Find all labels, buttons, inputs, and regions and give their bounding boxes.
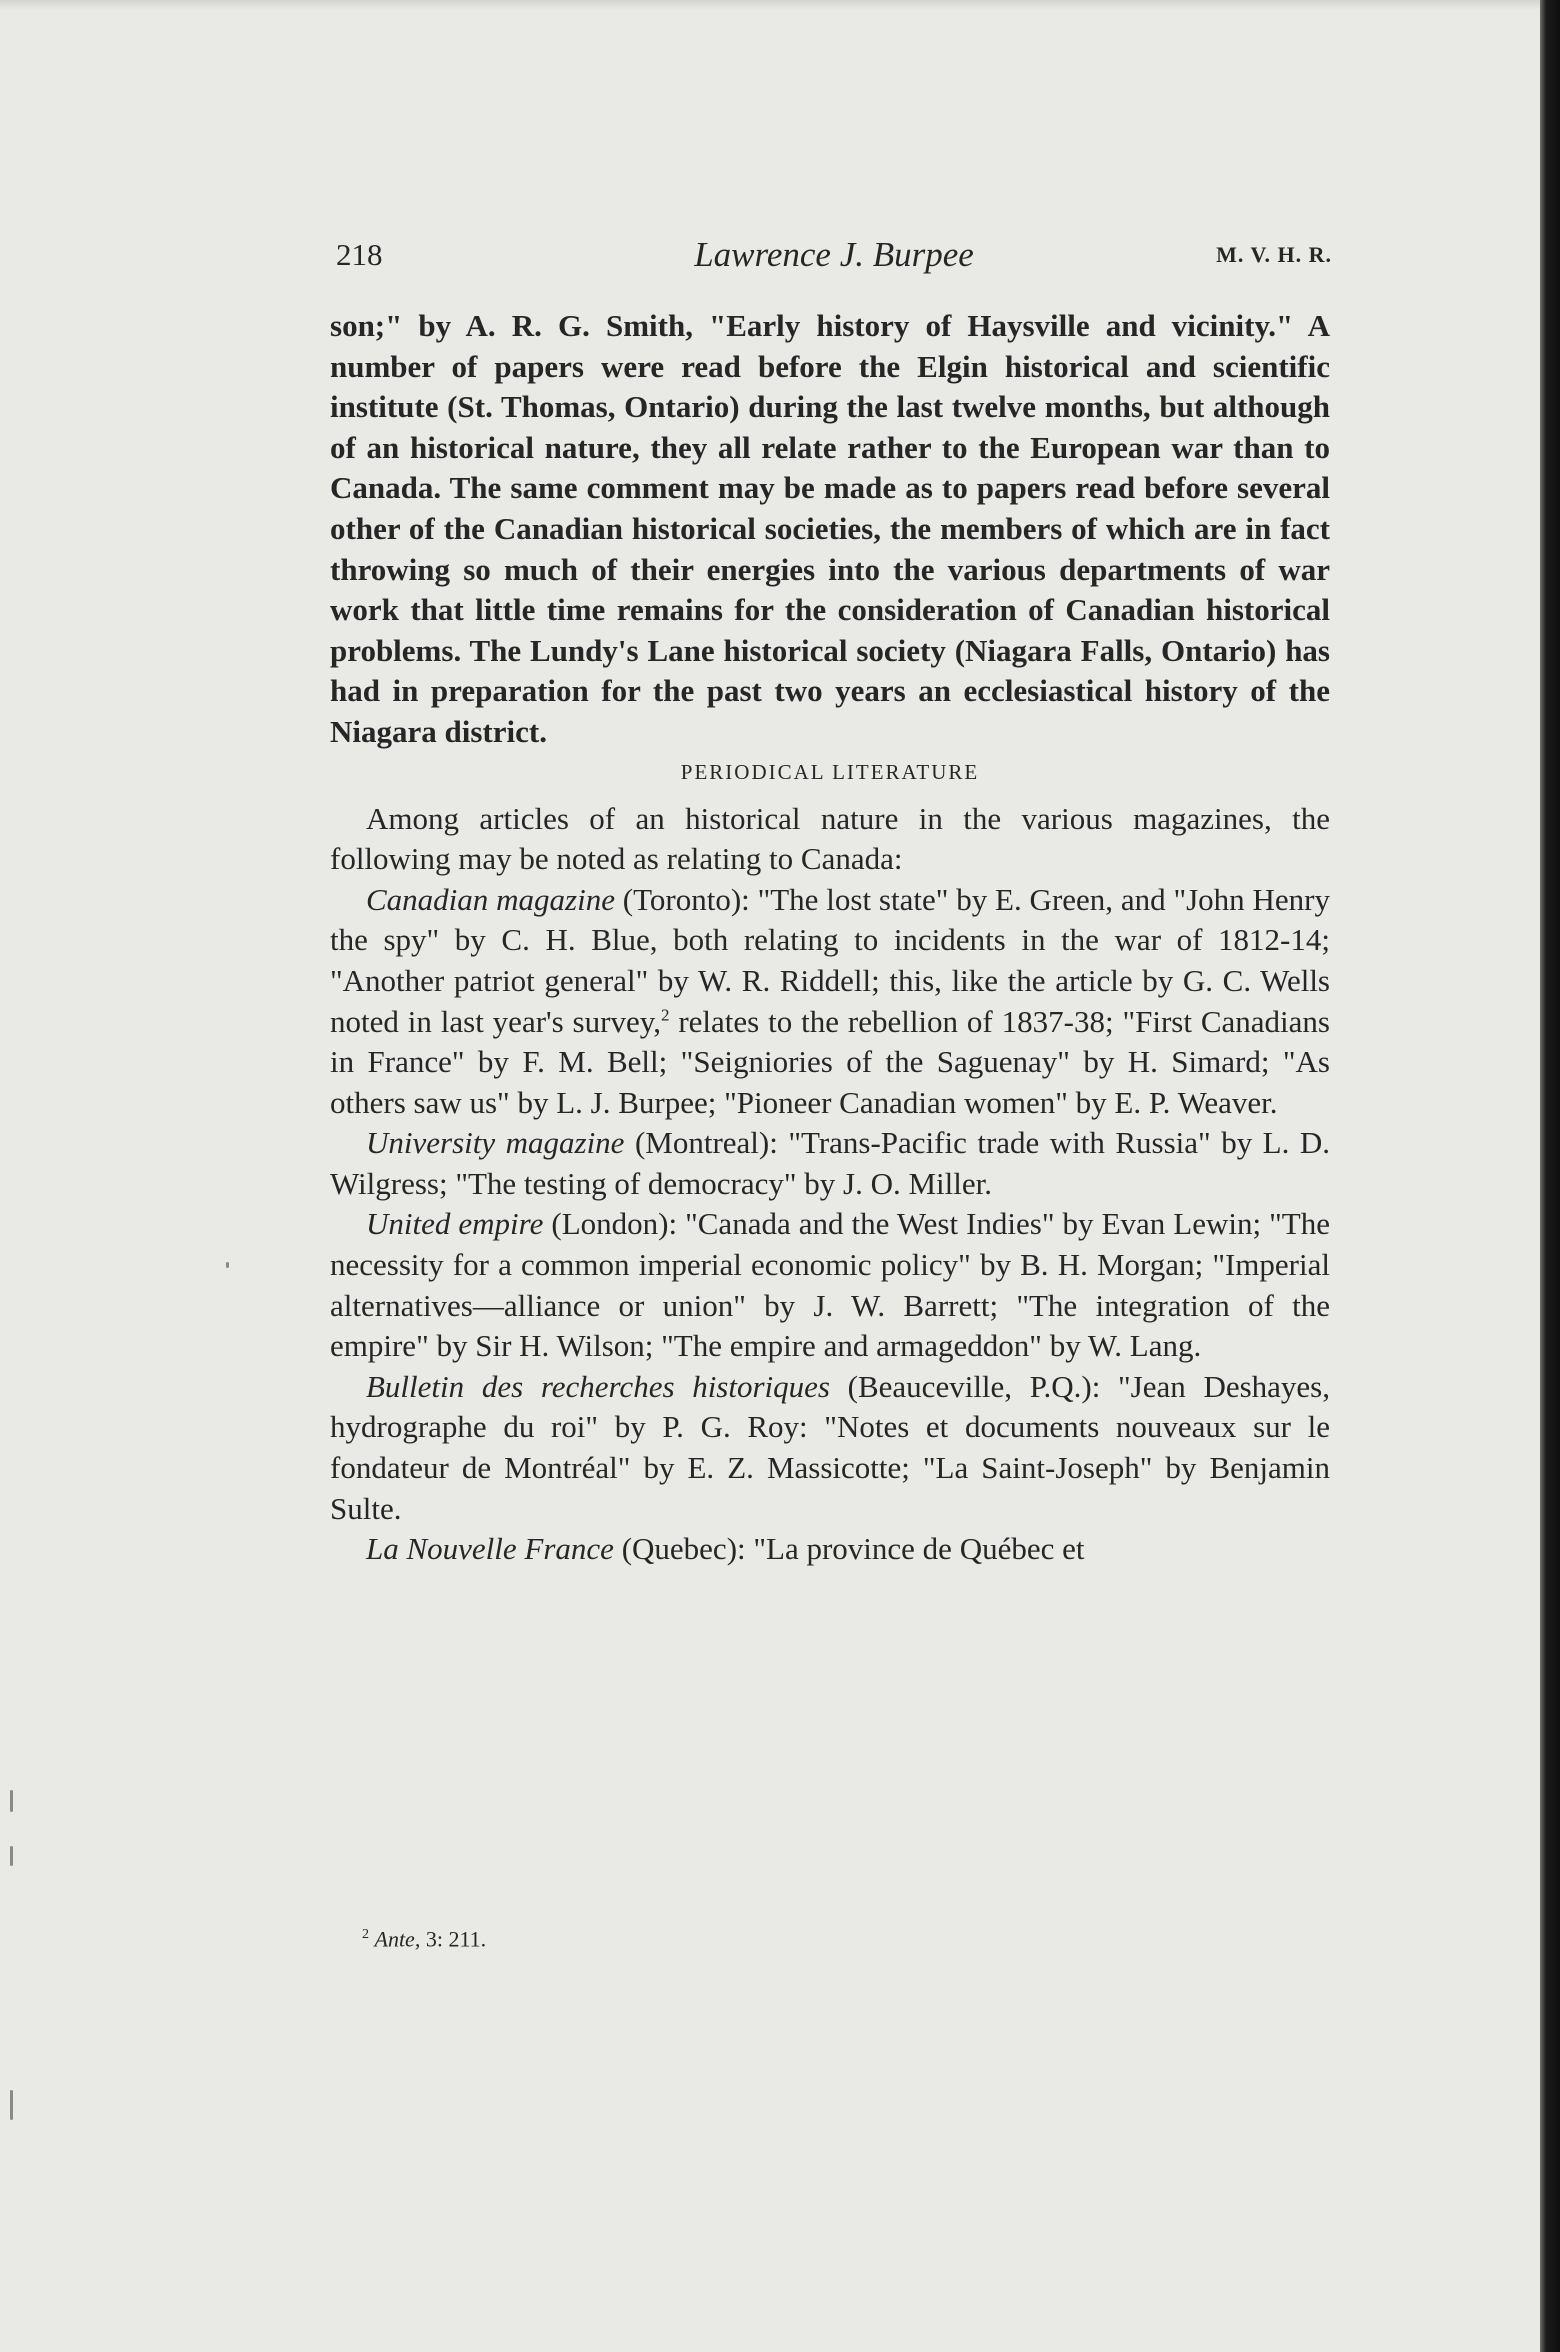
periodical-text: (London): "Canada and the West Indies" by Evan Lewin; "The necessity for a common imperial economic policy" by B. H. Morgan; "Imperial alternatives—alliance or union" by J. W. Barrett; "The integration of the empire" by Sir H. Wilson; "The empire and armageddon" by W. Lang. (330, 1206, 1330, 1364)
scan-right-edge (1540, 0, 1560, 2352)
footnote-reference-text: 3: 211. (420, 1926, 487, 1952)
periodical-text: relates to the rebellion of 1837-38; "First Canadians in France" by F. M. Bell; "Seigniories of the Saguenay" by H. Simard; "As others saw us" by L. J. Burpee; "Pioneer Canadian women" by E. P. Weaver. (330, 1003, 1330, 1120)
periodical-entry (330, 1204, 1330, 1366)
lead-paragraph: Among articles of an historical nature in the various magazines, the following may be noted as relating to Canada: (330, 800, 1330, 877)
running-title: Lawrence J. Burpee (694, 235, 974, 274)
intro-paragraph-part2: historical society (Niagara Falls, Ontario) has had in preparation for the past two years an ecclesiastical history of the Niagara district. (330, 632, 1330, 749)
footnote-reference: 2 (660, 1005, 670, 1025)
margin-speck (226, 1262, 229, 1268)
periodical-text: (Beauceville, P.Q.): "Jean Deshayes, hydrographe du roi" by P. G. Roy: "Notes et documents nouveaux sur le fondateur de Montréal" by E. Z. Massicotte; "La Saint-Joseph" by Benjamin Sulte. (330, 1368, 1330, 1526)
page-header (336, 235, 1332, 285)
section-heading: PERIODICAL LITERATURE (680, 759, 980, 784)
periodical-entry (330, 1367, 1330, 1529)
margin-speck (10, 2090, 13, 2120)
periodical-text: (Quebec): "La province de Québec et (613, 1531, 1085, 1567)
periodical-title: University magazine (366, 1125, 625, 1161)
periodical-text: (Montreal): "Trans-Pacific trade with Russia" by L. D. Wilgress; "The testing of democracy" by J. O. Miller. (330, 1125, 1330, 1201)
scan-top-edge (0, 0, 1540, 10)
body-text (330, 306, 1330, 1570)
intro-paragraph (330, 306, 1330, 753)
periodical-title: Bulletin des recherches historiques (366, 1368, 830, 1404)
margin-speck (10, 1846, 13, 1866)
page-number: 218 (336, 237, 383, 272)
periodical-title: La Nouvelle France (366, 1531, 614, 1567)
periodical-entry (330, 1123, 1330, 1204)
periodical-title: United empire (366, 1206, 544, 1242)
periodical-text: (Toronto): "The lost state" by E. Green, and "John Henry the spy" by C. H. Blue, both relating to incidents in the war of 1812-14; "Another patriot general" by W. R. Riddell; this, like the article by G. C. Wells noted in last year's survey, (330, 881, 1330, 1039)
footnote-ante: Ante, (374, 1926, 421, 1952)
margin-speck (10, 1790, 13, 1812)
journal-abbreviation: M. V. H. R. (1216, 242, 1332, 267)
periodical-entry (330, 1529, 1330, 1570)
intro-paragraph-part1: son;" by A. R. G. Smith, "Early history of Haysville and vicinity." A number of papers were read before the Elgin historical and scientific institute (St. Thomas, Ontario) during the last twelve months, but although of an historical nature, they all relate rather to the European war than to Canada. The same comment may be made as to papers read before several other of the Canadian historical societies, the members of which are in fact throwing so much of their energies into the various departments of war work that little time remains for the consideration of Canadian historical problems. The Lundy's Lane (330, 308, 1330, 668)
footnote-mark: 2 (362, 1927, 369, 1942)
footnote (362, 1920, 486, 1954)
periodical-entry (330, 880, 1330, 1124)
periodical-title: Canadian magazine (366, 881, 615, 917)
